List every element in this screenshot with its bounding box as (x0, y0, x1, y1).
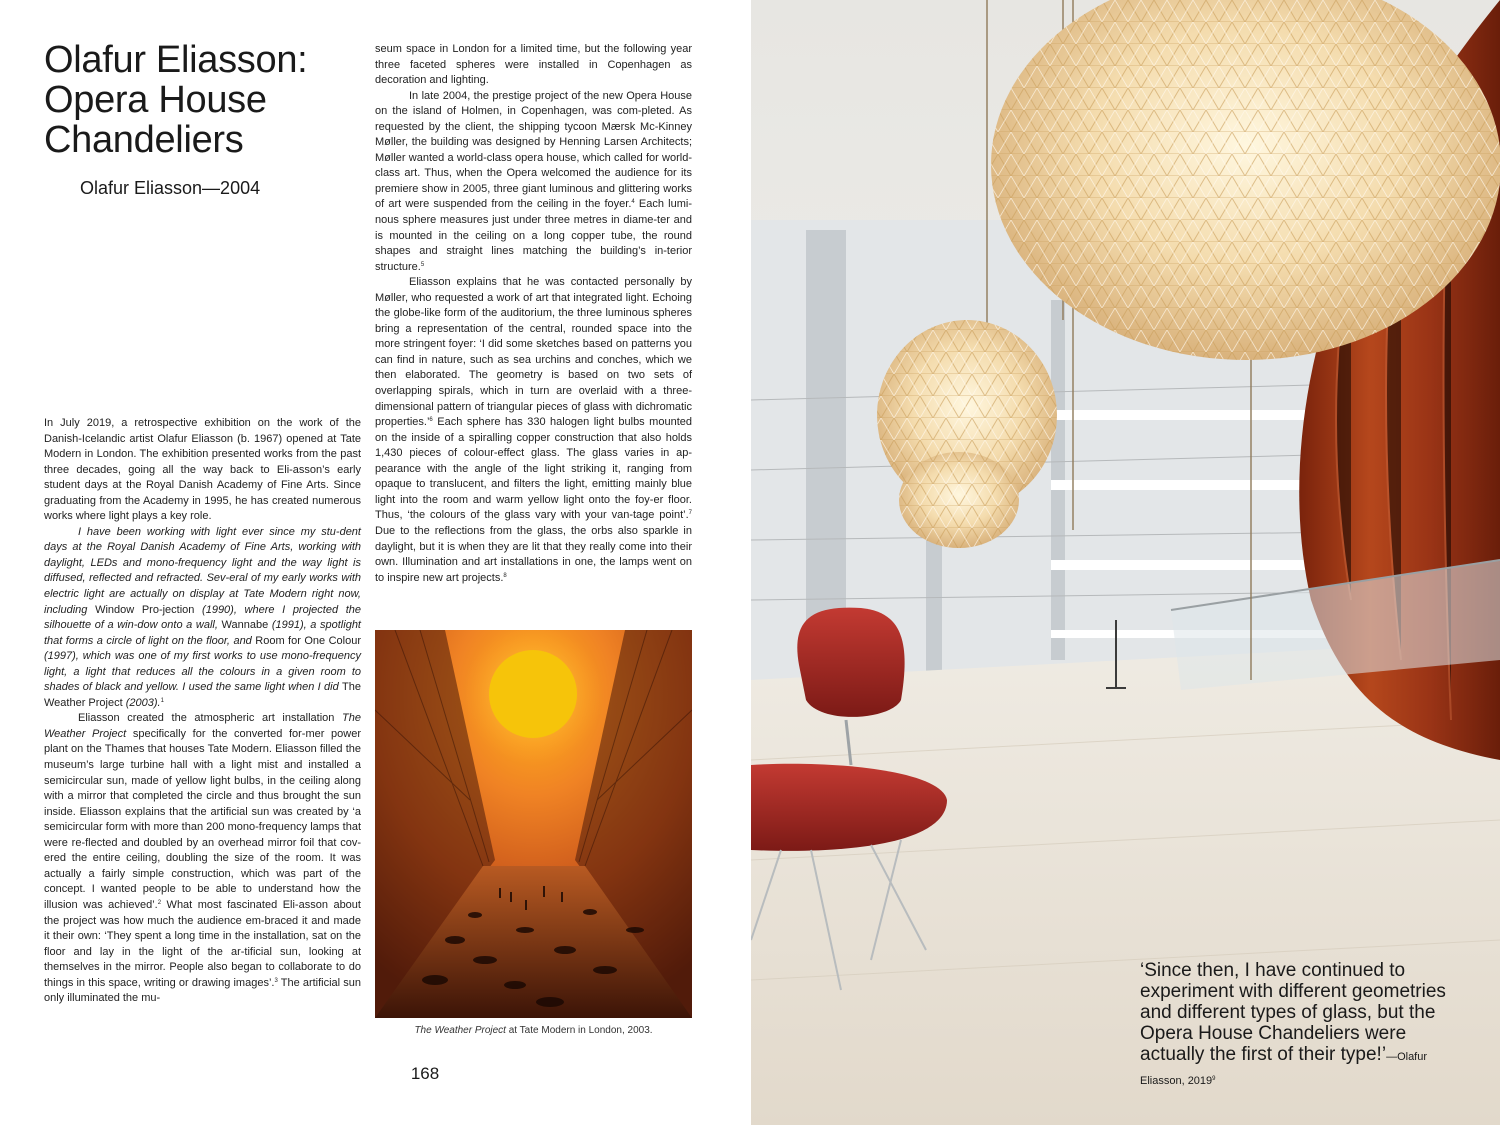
pull-quote-attribution: —Olafur Eliasson, 2019 (1140, 1051, 1428, 1087)
text-span: (1990), where I projected the silhouette of a win-dow onto a wall, (44, 603, 361, 632)
text-span: Due to the reflections from the glass, the orbs also sparkle in daylight, but it is when they are lit that they really come into their own. Illumination and art installations in one, the lamps went on to inspire new art projects. (375, 524, 692, 584)
paragraph (44, 416, 361, 525)
opera-foyer-photo (751, 0, 1500, 1125)
text-span: at Tate Modern in London, 2003. (505, 1025, 653, 1036)
paragraph (375, 275, 692, 586)
text-span: In July 2019, a retrospective exhibition on the work of the Danish-Icelandic artist Olafur Eliasson (b. 1967) opened at Tate Modern in London. The exhibition presented works from the past three decades, going all the way back to Eli-asson’s early student days at the Royal Danish Academy of Fine Arts. Since graduating from the Academy in 1995, he has created numerous works where light plays a key role. (44, 417, 361, 523)
text-span: specifically for the converted for-mer power plant on the Thames that houses Tate Modern. Eliasson filled the museum’s large turbine hall with a light mist and installed a semicircular sun, made of yellow light bulbs, in the ceiling along with a mirror that completed the circle and thus brought the sun inside. Eliasson explains that the artificial sun was created by ‘a semicircular form with more than 200 mono-frequency lamps that were re-flected and doubled by an overhead mirror foil that cov-ered the entire ceiling, doubling the size of the room. It was actually a fairly simple construction, which was part of the concept. I wanted people to be able to understand how the illusion was achieved’. (44, 727, 361, 911)
footnote-marker: 4 (631, 199, 635, 206)
text-span: In late 2004, the prestige project of the new Opera House on the island of Holmen, in Copenhagen, was com-pleted. As requested by the client, the shipping tycoon Mærsk Mc-Kinney Møller, the building was designed by Henning Larsen Architects; Møller wanted a world-class opera house, which called for world-class art. Thus, when the Opera welcomed the audience for its premiere show in 2005, three giant luminous and glittering works of art were suspended from the ceiling in the foyer. (375, 89, 692, 211)
text-span: The artificial sun only illuminated the mu- (44, 976, 361, 1005)
text-span: Eliasson created the atmospheric art installation (78, 712, 343, 725)
footnote-marker: 9 (1212, 1076, 1216, 1082)
paragraph (375, 89, 692, 276)
title-line-1: Olafur Eliasson: (44, 39, 308, 81)
block-quote (44, 525, 361, 712)
text-span: Each sphere has 330 halogen light bulbs mounted on the inside of a spiralling copper construction that also holds 1,430 pieces of colour-effect glass. The glass varies in ap-pearance with the angle of the light striking it, ranging from opaque to translucent, and filters the light, emitting mainly blue light into the room and warm yellow light onto the foy-er floor. Thus, ‘the colours of the glass vary with your van-tage point’. (375, 416, 692, 522)
sun-shape (489, 650, 577, 738)
red-chair (797, 608, 904, 717)
footnote-marker: 8 (503, 572, 507, 579)
pull-quote (1140, 960, 1470, 1092)
text-span: The Weather Project (44, 681, 361, 709)
text-span: Room for One Colour (255, 634, 362, 647)
weather-project-illustration (375, 630, 692, 1018)
text-span: Window Pro-jection (95, 603, 195, 616)
body-column-right (375, 42, 692, 586)
footnote-marker: 3 (274, 977, 278, 984)
title-line-2: Opera House (44, 79, 267, 121)
text-span: (1991), a spotlight that forms a circle of light on the floor, and (44, 619, 361, 647)
article-title (44, 40, 374, 160)
text-span: What most fascinated Eli-asson about the project was how much the audience em-braced it and made it their own: ‘They spent a long time in the installation, sat on the floor and lay in the light of the ar-tificial sun, looking at themselves in the mirror. People also began to collaborate to do things in this space, writing or drawing images’. (44, 898, 361, 989)
text-span: (1997), which was one of my first works to use mono-frequency light, a light that reduces all the colours in a given room to shades of black and yellow. I used the same light when I did (44, 650, 361, 694)
footnote-marker: 7 (688, 510, 692, 517)
image-caption (375, 1025, 692, 1036)
text-span: Wannabe (221, 619, 269, 632)
pull-quote-text: ‘Since then, I have continued to experiment with different geometries and different types of glass, but the Opera House Chandeliers were actually the first of their type!’ (1140, 960, 1446, 1065)
paragraph (44, 711, 361, 1006)
text-span: seum space in London for a limited time, but the following year three faceted spheres were installed in Copenhagen as decoration and lighting. (375, 43, 692, 87)
footnote-marker: 6 (429, 417, 433, 424)
text-span: (2003). (122, 696, 161, 709)
title-line-3: Chandeliers (44, 119, 244, 161)
text-span: Eliasson explains that he was contacted personally by Møller, who requested a work of art that integrated light. Echoing the globe-like form of the auditorium, the three luminous spheres bring a representation of the central, rounded space into the more stringent foyer: ‘I did some sketches based on patterns you can find in nature, such as sea urchins and conches, which we then elaborated. The geometry is based on two sets of overlapping spirals, which in turn are overlaid with a three-dimensional pattern of triangular pieces of glass with dichromatic properties.’ (375, 276, 692, 429)
opera-foyer-illustration (751, 0, 1500, 1125)
paragraph (375, 42, 692, 89)
page-number: 168 (410, 1064, 440, 1083)
footnote-marker: 5 (420, 261, 425, 268)
body-column-left (44, 416, 361, 1007)
weather-project-photo (375, 630, 692, 1018)
text-span: I have been working with light ever since my stu-dent days at the Royal Danish Academy of Fine Arts, working with daylight, LEDs and mono-frequency light and the way light is diffused, reflected and refracted. Sev-eral of my early works with electric light are actually on display at Tate Modern right now, including (44, 525, 361, 616)
footnote-marker: 1 (160, 697, 164, 704)
text-span: The Weather Project (44, 712, 361, 740)
text-span: Each lumi-nous sphere measures just under three metres in diame-ter and is mounted in the ceiling on a long copper tube, the round shapes and straight lines matching the building’s in-terior structure. (375, 198, 692, 273)
article-byline: Olafur Eliasson—2004 (80, 178, 261, 198)
footnote-marker: 2 (157, 899, 162, 906)
text-span: The Weather Project (414, 1025, 506, 1036)
